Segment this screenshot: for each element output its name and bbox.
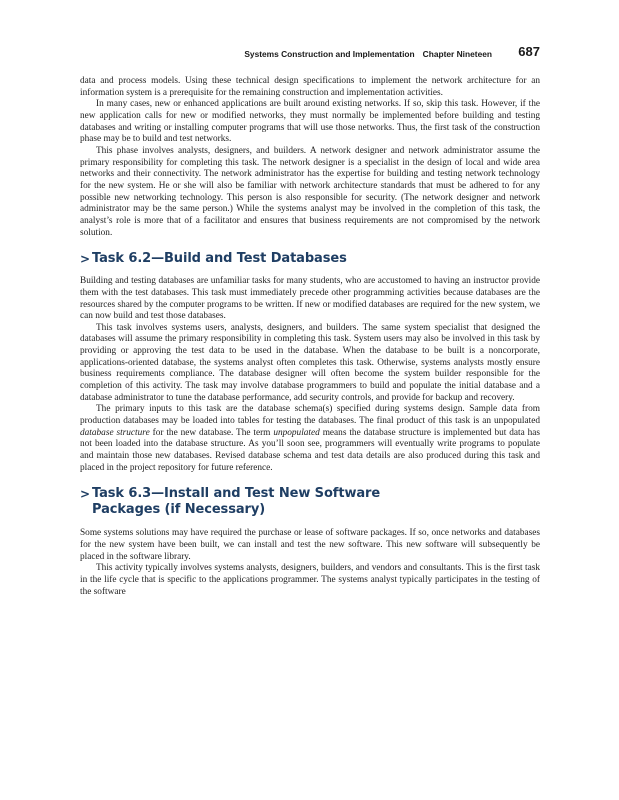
paragraph: data and process models. Using these technical design specifications to implement the network architecture for an information system is a prerequisite for the remaining construction and implementation activities.: [80, 76, 540, 98]
paragraph: [80, 404, 540, 474]
heading-line: Packages (if Necessary): [92, 502, 266, 518]
page-number: 687: [518, 44, 540, 59]
section-heading-task-6-3: [80, 486, 540, 518]
running-title: Systems Construction and Implementation: [244, 49, 415, 59]
paragraph: This activity typically involves systems analysts, designers, builders, and vendors and consultants. This is the first task in the life cycle that is specific to the applications programmer. The systems analyst typically participates in the testing of the software: [80, 563, 540, 597]
chevron-right-icon: >: [80, 487, 90, 502]
section-heading-task-6-2: [80, 251, 540, 267]
heading-text: Task 6.2—Build and Test Databases: [92, 251, 347, 267]
text-run: for the new database. The term: [149, 427, 274, 438]
running-head: [244, 49, 492, 59]
text-run: The primary inputs to this task are the database schema(s) specified during systems design. Sample data from production databases may be loaded into tables for testing the databases. The final product of this task is an unpopulated: [80, 404, 540, 427]
chevron-right-icon: >: [80, 252, 90, 267]
text-run: means the database structure is implemented but data has not been loaded into the database structure. As you’ll soon see, programmers will eventually write programs to populate and maintain those new databases. Revised database schema and test data details are also produced during this task and placed in the project repository for future reference.: [80, 427, 540, 473]
page-body: [80, 76, 540, 598]
heading-line: Task 6.3—Install and Test New Software: [92, 486, 381, 502]
paragraph: In many cases, new or enhanced applications are built around existing networks. If so, skip this task. However, if the new application calls for new or modified networks, they must normally be implemented before building and testing databases and writing or installing computer programs that will use those networks. Thus, the first task of the construction phase may be to build and test networks.: [80, 99, 540, 145]
paragraph: This phase involves analysts, designers, and builders. A network designer and network administrator assume the primary responsibility for completing this task. The network designer is a specialist in the design of local and wide area networks and their connectivity. The network administrator has the expertise for building and testing network technology for the new system. He or she will also be familiar with network architecture standards that must be adhered to for any possible new networking technology. This person is also responsible for security. (The network designer and network administrator may be the same person.) While the systems analyst may be involved in the completion of this task, the analyst’s role is more that of a facilitator and ensures that business requirements are not compromised by the network solution.: [80, 145, 540, 238]
paragraph: Some systems solutions may have required the purchase or lease of software packages. If so, once networks and databases for the new system have been built, we can install and test the new software. This new software will subsequently be placed in the software library.: [80, 528, 540, 562]
paragraph: This task involves systems users, analysts, designers, and builders. The same system specialist that designed the databases will assume the primary responsibility in completing this task. System users may also be involved in this task by providing or approving the test data to be used in the database. When the database to be built is a noncorporate, applications-oriented database, the systems analyst often completes this task. Otherwise, systems analysts mostly ensure business requirements compliance. The database designer will often become the system builder responsible for the completion of this activity. The task may involve database programmers to build and populate the initial database and a database administrator to tune the database performance, add security controls, and provide for backup and recovery.: [80, 322, 540, 403]
term-database-structure: database structure: [80, 427, 150, 438]
paragraph: Building and testing databases are unfamiliar tasks for many students, who are accustomed to having an instructor provide them with the test databases. This task must immediately precede other programming activities because databases are the resources shared by the computer programs to be written. If new or modified databases are required for the new system, we can now build and test those databases.: [80, 276, 540, 322]
page-header: [80, 44, 540, 64]
term-unpopulated: unpopulated: [273, 427, 320, 438]
chapter-label: Chapter Nineteen: [422, 49, 492, 59]
